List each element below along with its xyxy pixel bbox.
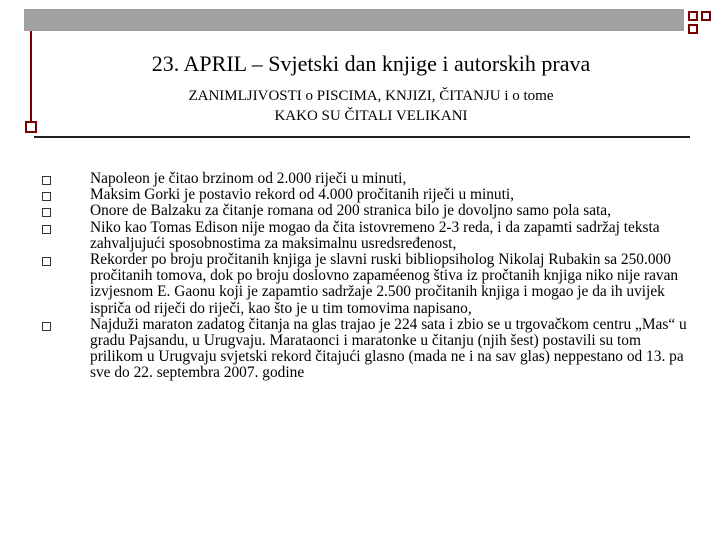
square-bullet-icon <box>42 257 51 266</box>
header-decoration-bar <box>24 9 684 31</box>
subtitle-line: KAKO SU ČITALI VELIKANI <box>274 108 468 124</box>
square-bullet-icon <box>42 176 51 185</box>
list-item-text: Napoleon je čitao brzinom od 2.000 riječi u minuti, <box>90 170 407 187</box>
decorative-square <box>701 11 711 21</box>
list-item <box>40 203 690 219</box>
list-item <box>40 187 690 203</box>
square-bullet-icon <box>42 322 51 331</box>
square-bullet-icon <box>42 225 51 234</box>
slide-title: 23. APRIL – Svjetski dan knjige i autorskih prava <box>151 51 591 76</box>
list-item <box>40 317 690 382</box>
square-bullet-icon <box>42 208 51 217</box>
subtitle-line: ZANIMLJIVOSTI o PISCIMA, KNJIZI, ČITANJU i o tome <box>188 88 554 104</box>
slide-subtitle <box>0 86 720 126</box>
list-item-text: Rekorder po broju pročitanih knjiga je slavni ruski bibliopsiholog Nikolaj Rubakin sa 250.000 pročitanih tomova, dok po broju doslovno zapaméenog štiva iz pročtanih knjiga niko nije ravan izvjesnom E. Gaonu koji je zapamtio sadržaje 2.500 pročitanih knjiga i mogao je da ih uvijek ispriča od riječi do riječi, kao što je u tim tomovima napisano, <box>90 251 679 317</box>
decorative-square <box>688 24 698 34</box>
square-bullet-icon <box>42 192 51 201</box>
bullet-list <box>40 171 690 382</box>
list-item-text: Maksim Gorki je postavio rekord od 4.000 pročitanih riječi u minuti, <box>90 186 515 204</box>
list-item-text: Niko kao Tomas Edison nije mogao da čita istovremeno 2-3 reda, i da zapamti sadržaj teksta zahvaljujući sposobnostima za maksimalnu usredsređenost, <box>90 218 660 252</box>
list-item-text: Onore de Balzaku za čitanje romana od 200 stranica bilo je dovoljno samo pola sata, <box>90 202 611 220</box>
decorative-square <box>688 11 698 21</box>
title-divider <box>34 136 690 138</box>
list-item <box>40 220 690 252</box>
list-item <box>40 252 690 317</box>
list-item <box>40 171 690 187</box>
list-item-text: Najduži maraton zadatog čitanja na glas trajao je 224 sata i zbio se u trgovačkom centru „Mas“ u gradu Pajsandu, u Urugvaju. Marataonci i maratonke u čitanju (njih šest) postavili su tom prilikom u Urugvaju svjetski rekord čitajući glasno (mada ne i na sav glas) nepрestano od 13. pa sve do 22. septembra 2007. godine <box>90 315 687 382</box>
